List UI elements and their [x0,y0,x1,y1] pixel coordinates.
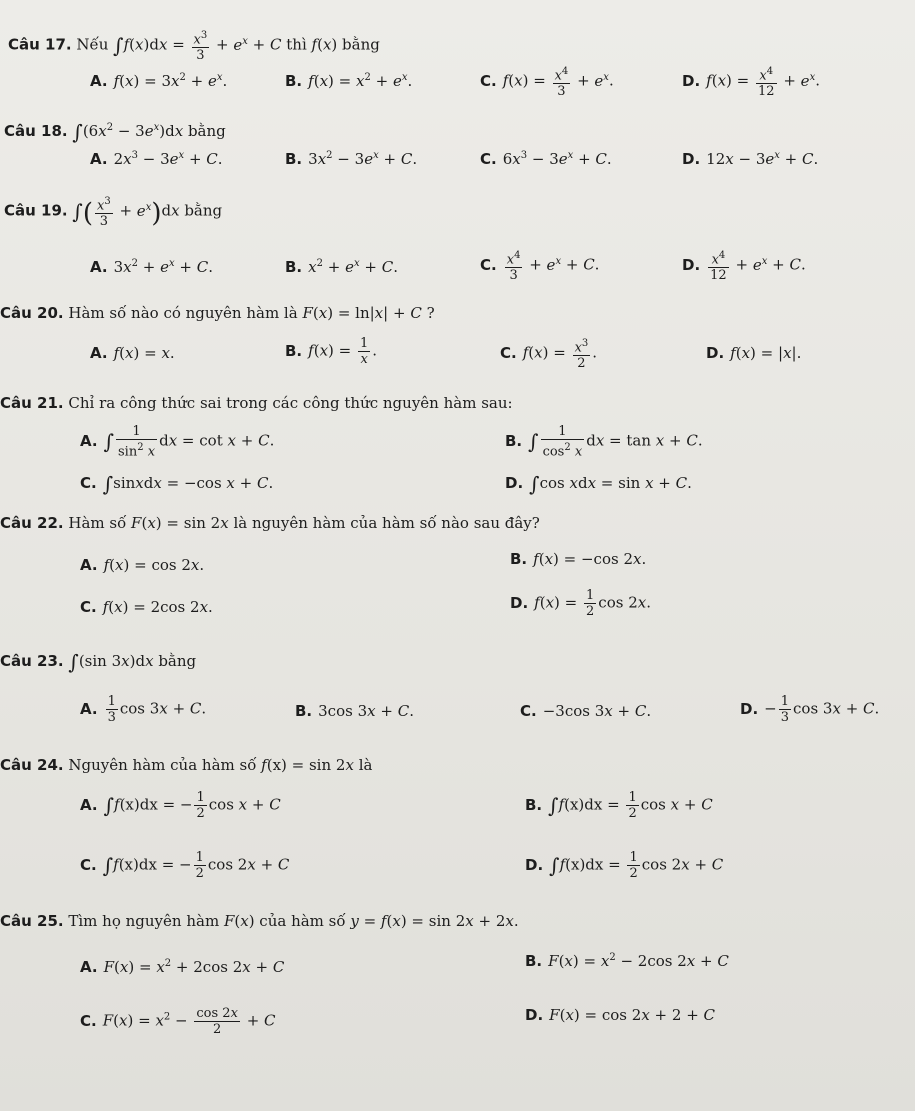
question-19-option-a[interactable]: A. $3x^2 + e^x + C$. [90,258,213,276]
question-21-option-a[interactable]: A. ∫ $\frac{1}{\sin^2 x}$ dx = cot x + C. [80,424,275,460]
question-19-option-b[interactable]: B. $x^2 + e^x + C$. [285,258,398,276]
question-23-option-c[interactable]: C. −3cos 3x + C. [520,702,652,720]
question-25-label: Câu 25. [0,912,64,930]
question-18-label: Câu 18. [4,122,68,140]
question-23-stem: Câu 23. ∫(sin 3x)dx bằng [0,650,197,674]
question-19-option-c[interactable]: C. $\frac{x^4}{3}$ + $e^x + C$. [480,250,600,284]
question-17-option-b[interactable]: B. $f(x) = x^2 + e^x$. [285,72,413,90]
question-25-stem: Câu 25. Tìm họ nguyên hàm F(x) của hàm số y = f(x) = sin 2x + 2x. [0,912,519,930]
question-18-option-a[interactable]: A. $2x^3 - 3e^x + C$. [90,150,223,168]
question-20-option-c[interactable]: C. f(x) = $\frac{x^3}{2}$ . [500,338,598,372]
question-19-option-d[interactable]: D. $\frac{x^4}{12}$ + $e^x + C$. [682,250,806,284]
question-23-option-b[interactable]: B. 3cos 3x + C. [295,702,414,720]
question-17-option-c[interactable]: C. f(x) = $\frac{x^4}{3}$ + $e^x$. [480,66,614,100]
question-24-option-b[interactable]: B. ∫f(x)dx = $\frac{1}{2}$ cos x + C [525,790,713,821]
question-21-option-c[interactable]: C. ∫sinxdx = −cos x + C. [80,472,274,496]
question-17-option-a[interactable]: A. $f(x) = 3x^2 + e^x$. [90,72,228,90]
question-21-option-b[interactable]: B. ∫ $\frac{1}{\cos^2 x}$ dx = tan x + C. [505,424,703,460]
question-24-stem: Câu 24. Nguyên hàm của hàm số f(x) = sin 2x là [0,756,373,774]
question-18-option-b[interactable]: B. $3x^2 - 3e^x + C$. [285,150,418,168]
question-20-option-b[interactable]: B. f(x) = $\frac{1}{x}$ . [285,336,378,367]
question-22-stem: Câu 22. Hàm số F(x) = sin 2x là nguyên hàm của hàm số nào sau đây? [0,514,540,532]
question-21-label: Câu 21. [0,394,64,412]
question-21-option-d[interactable]: D. ∫cos xdx = sin x + C. [505,472,692,496]
question-19-label: Câu 19. [4,201,68,220]
question-23-label: Câu 23. [0,652,64,670]
question-22-label: Câu 22. [0,514,64,532]
question-20-option-d[interactable]: D. f(x) = |x|. [706,344,802,362]
question-22-option-c[interactable]: C. f(x) = 2cos 2x. [80,598,213,616]
question-25-option-a[interactable]: A. $F(x) = x^2 + 2\cos$ 2x + C [80,958,285,976]
question-17-option-d[interactable]: D. f(x) = $\frac{x^4}{12}$ + $e^x$. [682,66,820,100]
question-24-option-c[interactable]: C. ∫f(x)dx = − $\frac{1}{2}$ cos 2x + C [80,850,290,881]
question-22-option-a[interactable]: A. f(x) = cos 2x. [80,556,205,574]
question-23-option-d[interactable]: D. − $\frac{1}{3}$ cos 3x + C. [740,694,880,725]
question-20-option-a[interactable]: A. f(x) = x. [90,344,175,362]
question-19-stem: Câu 19. ∫( $\frac{x^3}{3}$ + $e^x)dx$ bằng [4,196,223,230]
question-21-stem: Câu 21. Chỉ ra công thức sai trong các công thức nguyên hàm sau: [0,394,513,412]
question-17-label: Câu 17. [8,35,72,54]
question-17-stem: Câu 17. Nếu ∫f(x)dx = $\frac{x^3}{3}$ + $e^x + C$ thì f(x) bằng [8,30,380,64]
question-24-label: Câu 24. [0,756,64,774]
question-18-option-c[interactable]: C. $6x^3 - 3e^x + C$. [480,150,612,168]
question-18-stem: Câu 18. $\int(6x^2 - 3e^x)dx$ bằng [4,120,226,144]
question-22-option-d[interactable]: D. f(x) = $\frac{1}{2}$ cos 2x. [510,588,651,619]
question-25-option-d[interactable]: D. F(x) = cos 2x + 2 + C [525,1006,716,1024]
question-24-option-a[interactable]: A. ∫f(x)dx = − $\frac{1}{2}$ cos x + C [80,790,281,821]
question-18-option-d[interactable]: D. $12x - 3e^x + C$. [682,150,819,168]
question-25-option-b[interactable]: B. $F(x) = x^2 - 2\cos$ 2x + C [525,952,729,970]
question-20-stem: Câu 20. Hàm số nào có nguyên hàm là F(x) = ln|x| + C ? [0,304,435,322]
question-23-option-a[interactable]: A. $\frac{1}{3}$ cos 3x + C. [80,694,207,725]
question-22-option-b[interactable]: B. f(x) = −cos 2x. [510,550,647,568]
question-20-label: Câu 20. [0,304,64,322]
question-24-option-d[interactable]: D. ∫f(x)dx = $\frac{1}{2}$ cos 2x + C [525,850,724,881]
question-25-option-c[interactable]: C. $F(x) = x^2$ − $\frac{\cos 2x}{2}$ + C [80,1006,276,1037]
